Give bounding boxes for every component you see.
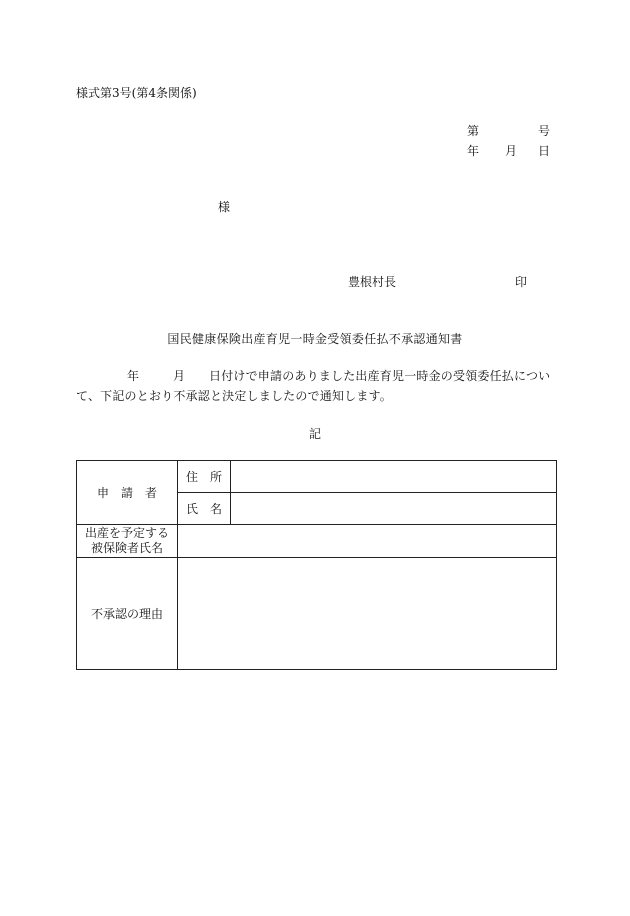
body-text-line-1 [76, 367, 558, 385]
addressee-honorific: 様 [218, 200, 231, 214]
document-title: 国民健康保険出産育児一時金受領委任払不承認通知書 [167, 332, 463, 346]
rejection-reason-label: 不承認の理由 [77, 558, 178, 670]
insured-person-label [77, 525, 178, 558]
table-row-insured [77, 525, 557, 558]
applicant-label: 申 請 者 [77, 461, 178, 525]
table-row-reason [77, 558, 557, 670]
insured-person-label-line-1: 出産を予定する [84, 526, 169, 540]
address-label: 住 所 [178, 461, 231, 493]
issuer-name: 豊根村長 [348, 275, 397, 289]
name-value-cell[interactable] [231, 493, 557, 525]
document-number-suffix: 号 [538, 124, 551, 138]
table-row-address [77, 461, 557, 493]
address-value-cell[interactable] [231, 461, 557, 493]
body-text-line-1-rest: 日付けで申請のありました出産育児一時金の受領委任払につい [209, 369, 551, 383]
insured-person-value-cell[interactable] [178, 525, 557, 558]
body-year-label: 年 [127, 369, 140, 383]
date-month-label: 月 [505, 144, 518, 158]
document-number-prefix: 第 [467, 124, 480, 138]
rejection-reason-value-cell[interactable] [178, 558, 557, 670]
body-month-label: 月 [173, 369, 186, 383]
insured-person-label-line-2: 被保険者氏名 [90, 541, 163, 555]
date-year-label: 年 [467, 144, 480, 158]
ki-heading: 記 [308, 427, 321, 441]
details-table [76, 460, 557, 670]
body-text-line-2: て、下記のとおり不承認と決定しましたので通知します。 [76, 389, 393, 403]
name-label: 氏 名 [178, 493, 231, 525]
seal-mark: 印 [515, 275, 528, 289]
date-day-label: 日 [538, 144, 551, 158]
form-number-label: 様式第3号(第4条関係) [76, 86, 197, 100]
